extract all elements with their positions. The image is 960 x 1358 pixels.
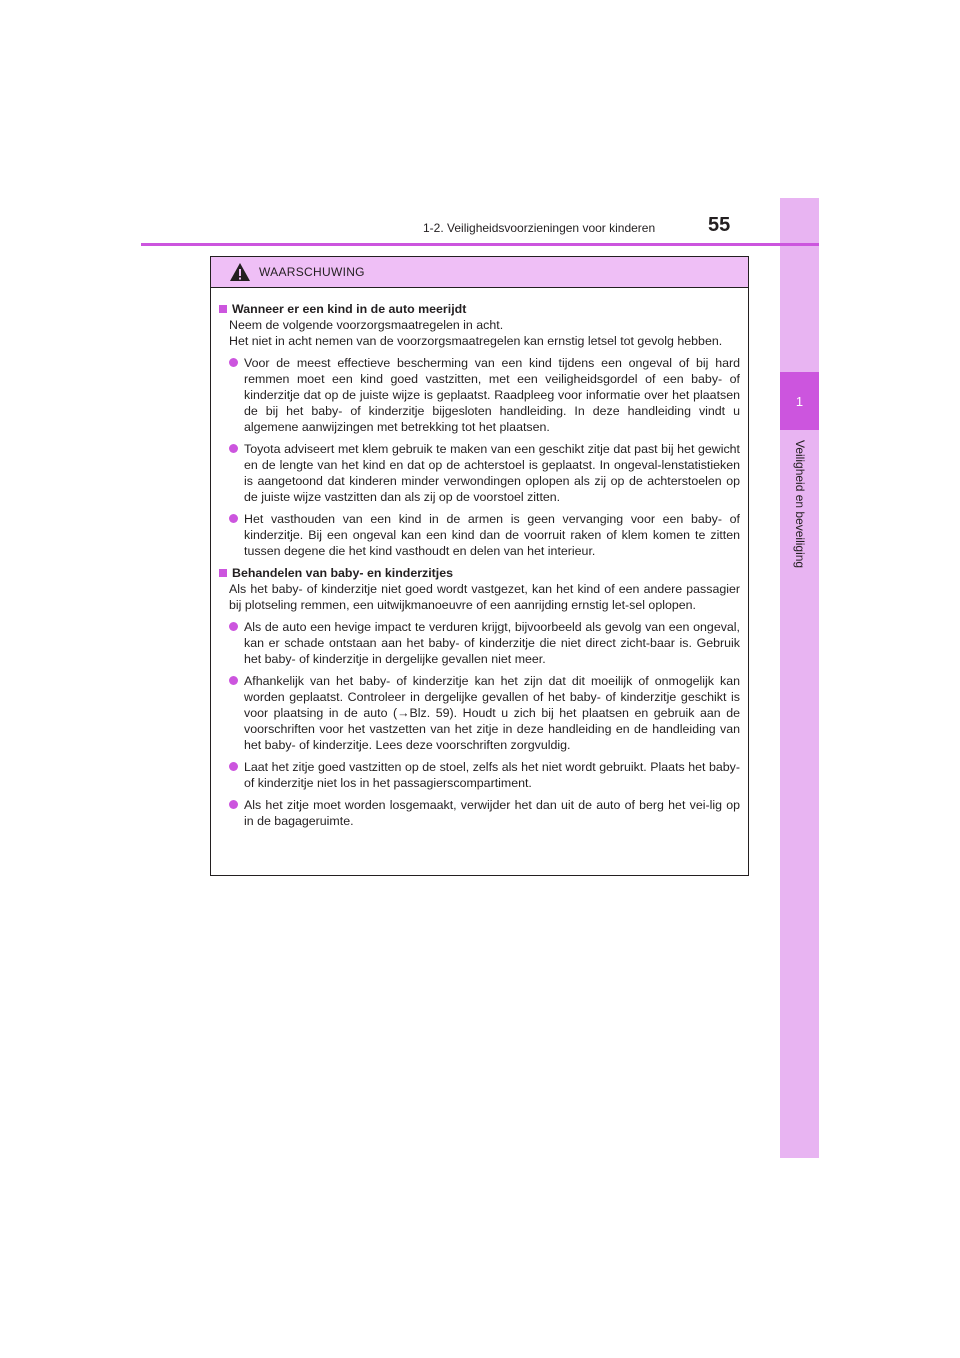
warning-triangle-icon <box>229 262 251 282</box>
section-heading <box>219 565 740 581</box>
bullet-text: Afhankelijk van het baby- of kinderzitje kan het zijn dat dit moeilijk of onmogelijk kan worden geplaatst. Controleer in dergelijke gevallen of het baby- of kinderzitje geschikt is voor plaatsing in de auto (→Blz. 59). Houdt u zich bij het plaatsen en gebruik aan de voorschriften voor het vastzetten van het zitje in deze handleiding en de handleiding van het baby- of kinderzitje. Lees deze voorschriften zorgvuldig. <box>244 674 740 752</box>
section-heading-text: Wanneer er een kind in de auto meerijdt <box>232 302 467 316</box>
section-heading-text: Behandelen van baby- en kinderzitjes <box>232 566 454 580</box>
bullet-text: Als de auto een hevige impact te verduren krijgt, bijvoorbeeld als gevolg van een ongeval, kan er schade ontstaan aan het baby- of kinderzitje die niet direct zicht-baar is. Gebruik het baby- of kinderzitje in dergelijke gevallen niet meer. <box>244 620 740 666</box>
bullet-item <box>219 441 740 505</box>
round-bullet-icon <box>229 444 238 453</box>
chapter-label-container <box>780 440 819 700</box>
bullet-text: Toyota adviseert met klem gebruik te maken van een geschikt zitje dat past bij het gewicht en de lengte van het kind en dat op de achterstoel is geplaatst. In ongeval-lenstatistieken is aangetoond dat kinderen minder verwondingen oplopen als zij op de achterstoelen op de juiste wijze vastzitten dan als zij op de voorstoel zitten. <box>244 442 740 504</box>
bullet-item <box>219 511 740 559</box>
bullet-item <box>219 759 740 791</box>
square-bullet-icon <box>219 305 227 313</box>
warning-section <box>219 565 740 829</box>
section-intro: Als het baby- of kinderzitje niet goed wordt vastgezet, kan het kind of een andere passagier bij plotseling remmen, een uitwijkmanoeuvre of een aanrijding ernstig let-sel oplopen. <box>229 582 740 612</box>
bullet-text: Voor de meest effectieve bescherming van een kind tijdens een ongeval of bij hard remmen moet een kind goed vastzitten, met een veiligheidsgordel of een baby- of kinderzitje dat op de juiste wijze is geplaatst. Raadpleeg voor informatie over het plaatsen de bij het baby- of kinderzitje bijgesloten handleiding. In deze handleiding vindt u algemene aanwijzingen met betrekking tot het plaatsen. <box>244 356 740 434</box>
bullet-item <box>219 673 740 753</box>
section-intro: Neem de volgende voorzorgsmaatregelen in acht. Het niet in acht nemen van de voorzorgsmaatregelen kan ernstig letsel tot gevolg hebben. <box>229 318 723 348</box>
warning-section <box>219 301 740 559</box>
page-number: 55 <box>708 214 731 236</box>
bullet-text: Het vasthouden van een kind in de armen is geen vervanging voor een baby- of kinderzitje. Bij een ongeval kan een kind dan de voorruit raken of klem komen te zitten tussen degene die het kind vasthoudt en delen van het interieur. <box>244 512 740 558</box>
round-bullet-icon <box>229 676 238 685</box>
bullet-item <box>219 797 740 829</box>
header-rule <box>141 243 819 246</box>
warning-body <box>211 288 748 829</box>
warning-title: WAARSCHUWING <box>259 265 365 279</box>
round-bullet-icon <box>229 622 238 631</box>
round-bullet-icon <box>229 762 238 771</box>
square-bullet-icon <box>219 569 227 577</box>
warning-header <box>211 257 748 288</box>
chapter-label: Veiligheid en beveiliging <box>792 440 807 569</box>
chapter-number: 1 <box>795 393 804 409</box>
round-bullet-icon <box>229 358 238 367</box>
round-bullet-icon <box>229 514 238 523</box>
section-heading <box>219 301 740 317</box>
warning-box <box>210 256 749 876</box>
bullet-item <box>219 355 740 435</box>
bullet-text: Als het zitje moet worden losgemaakt, verwijder het dan uit de auto of berg het vei-lig op in de bagageruimte. <box>244 798 740 828</box>
bullet-text: Laat het zitje goed vastzitten op de stoel, zelfs als het niet wordt gebruikt. Plaats het baby- of kinderzitje niet los in het passagierscompartiment. <box>244 760 740 790</box>
section-title: 1-2. Veiligheidsvoorzieningen voor kinderen <box>423 221 656 235</box>
round-bullet-icon <box>229 800 238 809</box>
bullet-item <box>219 619 740 667</box>
